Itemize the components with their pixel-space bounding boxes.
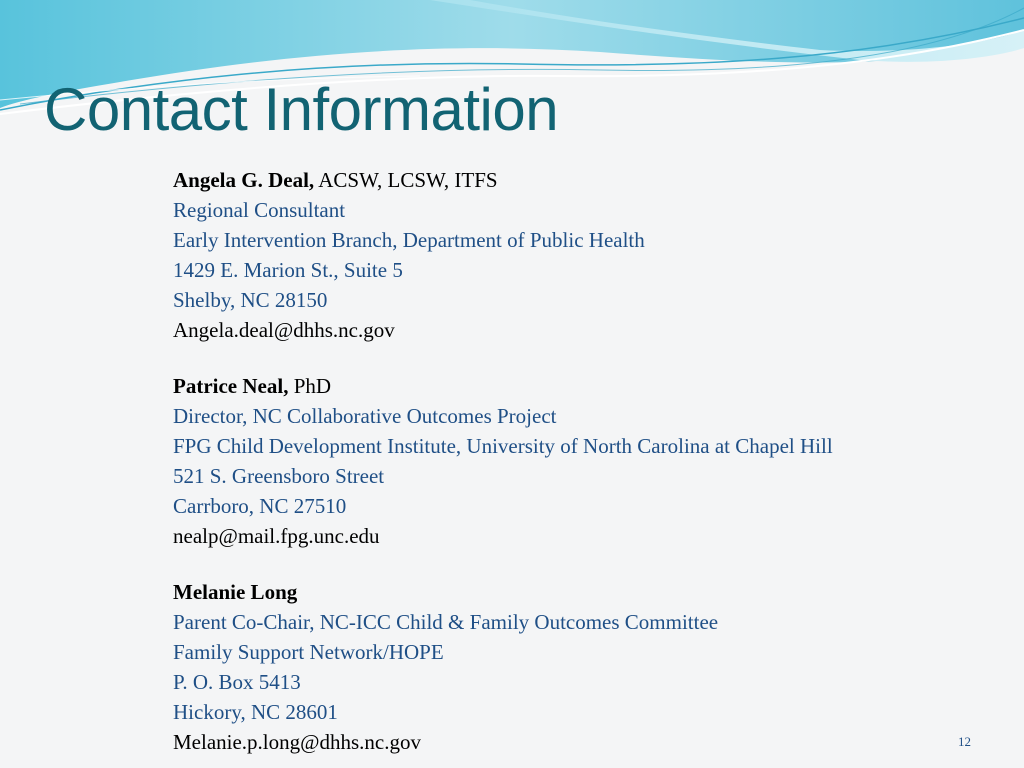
contact-list	[173, 165, 973, 757]
contact-card	[173, 577, 973, 757]
contact-street-address: 521 S. Greensboro Street	[173, 464, 385, 488]
contact-email[interactable]: nealp@mail.fpg.unc.edu	[173, 524, 380, 548]
contact-name-line	[173, 577, 973, 607]
contact-name-line	[173, 371, 973, 401]
contact-name: Melanie Long	[173, 580, 298, 604]
contact-street-address: P. O. Box 5413	[173, 670, 301, 694]
contact-name-line	[173, 165, 973, 195]
contact-organization: Early Intervention Branch, Department of Public Health	[173, 228, 645, 252]
contact-card	[173, 165, 973, 345]
page-number: 12	[958, 734, 971, 749]
contact-city-state-zip: Carrboro, NC 27510	[173, 494, 347, 518]
contact-credentials: ACSW, LCSW, ITFS	[318, 168, 498, 192]
contact-email[interactable]: Angela.deal@dhhs.nc.gov	[173, 318, 395, 342]
contact-title: Director, NC Collaborative Outcomes Project	[173, 404, 557, 428]
contact-title: Regional Consultant	[173, 198, 346, 222]
contact-name: Angela G. Deal,	[173, 168, 315, 192]
contact-organization: Family Support Network/HOPE	[173, 640, 444, 664]
contact-name: Patrice Neal,	[173, 374, 289, 398]
contact-city-state-zip: Hickory, NC 28601	[173, 700, 338, 724]
slide-title: Contact Information	[44, 76, 559, 143]
contact-street-address: 1429 E. Marion St., Suite 5	[173, 258, 403, 282]
contact-card	[173, 371, 973, 551]
contact-email[interactable]: Melanie.p.long@dhhs.nc.gov	[173, 730, 421, 754]
contact-city-state-zip: Shelby, NC 28150	[173, 288, 328, 312]
contact-title: Parent Co-Chair, NC-ICC Child & Family Outcomes Committee	[173, 610, 719, 634]
contact-credentials: PhD	[293, 374, 332, 398]
contact-organization: FPG Child Development Institute, University of North Carolina at Chapel Hill	[173, 434, 833, 458]
